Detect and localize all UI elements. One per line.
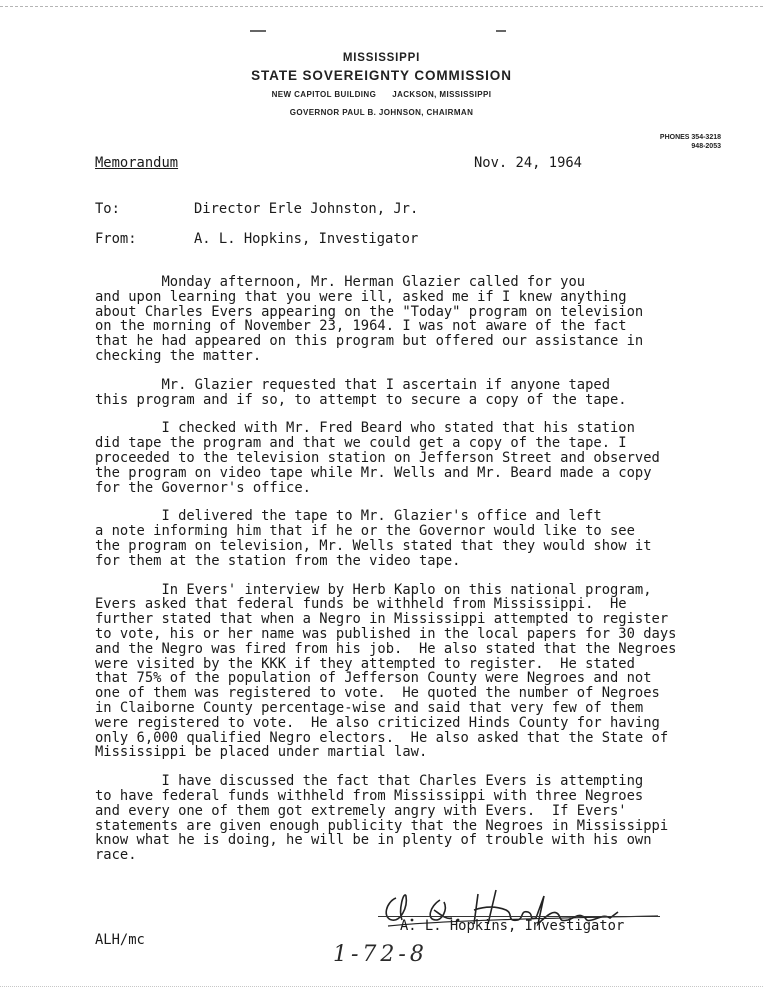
memo-line: the program on video tape while Mr. Wells and Mr. Beard made a copy: [95, 464, 652, 481]
letterhead-address: [0, 90, 763, 99]
memo-paragraph: [95, 421, 725, 495]
from-sender: A. L. Hopkins, Investigator: [194, 231, 419, 247]
letterhead-commission: STATE SOVEREIGNTY COMMISSION: [251, 68, 512, 83]
memo-line: know what he is doing, he will be in plenty of trouble with his own: [95, 832, 652, 849]
signature-typed-name: A. L. Hopkins, Investigator: [400, 918, 625, 934]
memo-line: statements are given enough publicity that the Negroes in Mississippi: [95, 817, 669, 834]
from-label: From:: [95, 231, 137, 247]
memo-line: in Claiborne County percentage-wise and said that very few of them: [95, 699, 644, 716]
scan-mark: [496, 30, 506, 32]
memo-line: a note informing him that if he or the Governor would like to see: [95, 523, 635, 540]
memo-paragraph: [95, 378, 725, 408]
memo-heading: Memorandum: [95, 155, 179, 171]
memo-line: checking the matter.: [95, 347, 262, 364]
memo-paragraph: [95, 509, 725, 568]
memo-body: [95, 275, 725, 877]
memo-paragraph: [95, 275, 725, 364]
memo-line: about Charles Evers appearing on the "Today" program on television: [95, 303, 644, 320]
scan-mark: [250, 30, 266, 32]
memo-line: I have discussed the fact that Charles Evers is attempting: [95, 773, 644, 790]
memo-line: for them at the station from the video tape.: [95, 552, 461, 569]
memo-line: that 75% of the population of Jefferson County were Negroes and not: [95, 670, 652, 687]
memo-line: Mississippi be placed under martial law.: [95, 744, 428, 761]
memo-line: the program on television, Mr. Wells stated that they would show it: [95, 537, 652, 554]
handwritten-file-number: 1-72-8: [333, 942, 428, 967]
phone-line-2: 948-2053: [691, 143, 721, 150]
phone-numbers: [560, 133, 721, 151]
letterhead-building: NEW CAPITOL BUILDING: [271, 90, 377, 99]
memo-line: were registered to vote. He also criticized Hinds County for having: [95, 714, 660, 731]
memo-line: for the Governor's office.: [95, 479, 311, 496]
signature-rule: [378, 916, 660, 917]
memo-line: only 6,000 qualified Negro electors. He also asked that the State of: [95, 729, 669, 746]
memo-line: In Evers' interview by Herb Kaplo on this national program,: [95, 581, 652, 598]
memo-line: one of them was registered to vote. He quoted the number of Negroes: [95, 685, 660, 702]
memo-line: were visited by the KKK if they attempted to register. He stated: [95, 655, 635, 672]
memo-line: on the morning of November 23, 1964. I was not aware of the fact: [95, 318, 627, 335]
memo-line: Evers asked that federal funds be withheld from Mississippi. He: [95, 596, 627, 613]
memo-line: further stated that when a Negro in Mississippi attempted to register: [95, 611, 669, 628]
memo-line: Mr. Glazier requested that I ascertain if anyone taped: [95, 376, 610, 393]
to-label: To:: [95, 201, 120, 217]
memo-line: to have federal funds withheld from Mississippi with three Negroes: [95, 787, 644, 804]
memo-line: did tape the program and that we could get a copy of the tape. I: [95, 435, 627, 452]
letterhead-state: MISSISSIPPI: [342, 52, 421, 64]
memo-line: proceeded to the television station on Jefferson Street and observed: [95, 449, 660, 466]
to-recipient: Director Erle Johnston, Jr.: [194, 201, 419, 217]
top-dashed-border: [0, 6, 763, 7]
memo-line: to vote, his or her name was published in the local papers for 30 days: [95, 625, 677, 642]
letterhead-city: JACKSON, MISSISSIPPI: [392, 90, 492, 99]
memo-date: Nov. 24, 1964: [474, 155, 582, 171]
phone-line-1: PHONES 354-3218: [659, 134, 721, 141]
memo-line: I checked with Mr. Fred Beard who stated that his station: [95, 420, 635, 437]
memo-paragraph: [95, 774, 725, 863]
typist-initials: ALH/mc: [95, 932, 145, 948]
memo-line: and every one of them got extremely angry with Evers. If Evers': [95, 802, 627, 819]
memo-line: I delivered the tape to Mr. Glazier's office and left: [95, 508, 602, 525]
memo-line: race.: [95, 847, 137, 864]
memo-line: that he had appeared on this program but offered our assistance in: [95, 333, 644, 350]
memo-paragraph: [95, 583, 725, 761]
memo-line: and upon learning that you were ill, asked me if I knew anything: [95, 288, 627, 305]
bottom-dotted-border: [0, 986, 763, 987]
memo-line: this program and if so, to attempt to secure a copy of the tape.: [95, 391, 627, 408]
memo-line: Monday afternoon, Mr. Herman Glazier called for you: [95, 274, 586, 290]
letterhead-governor: GOVERNOR PAUL B. JOHNSON, CHAIRMAN: [289, 108, 474, 117]
memo-line: and the Negro was fired from his job. He also stated that the Negroes: [95, 640, 677, 657]
